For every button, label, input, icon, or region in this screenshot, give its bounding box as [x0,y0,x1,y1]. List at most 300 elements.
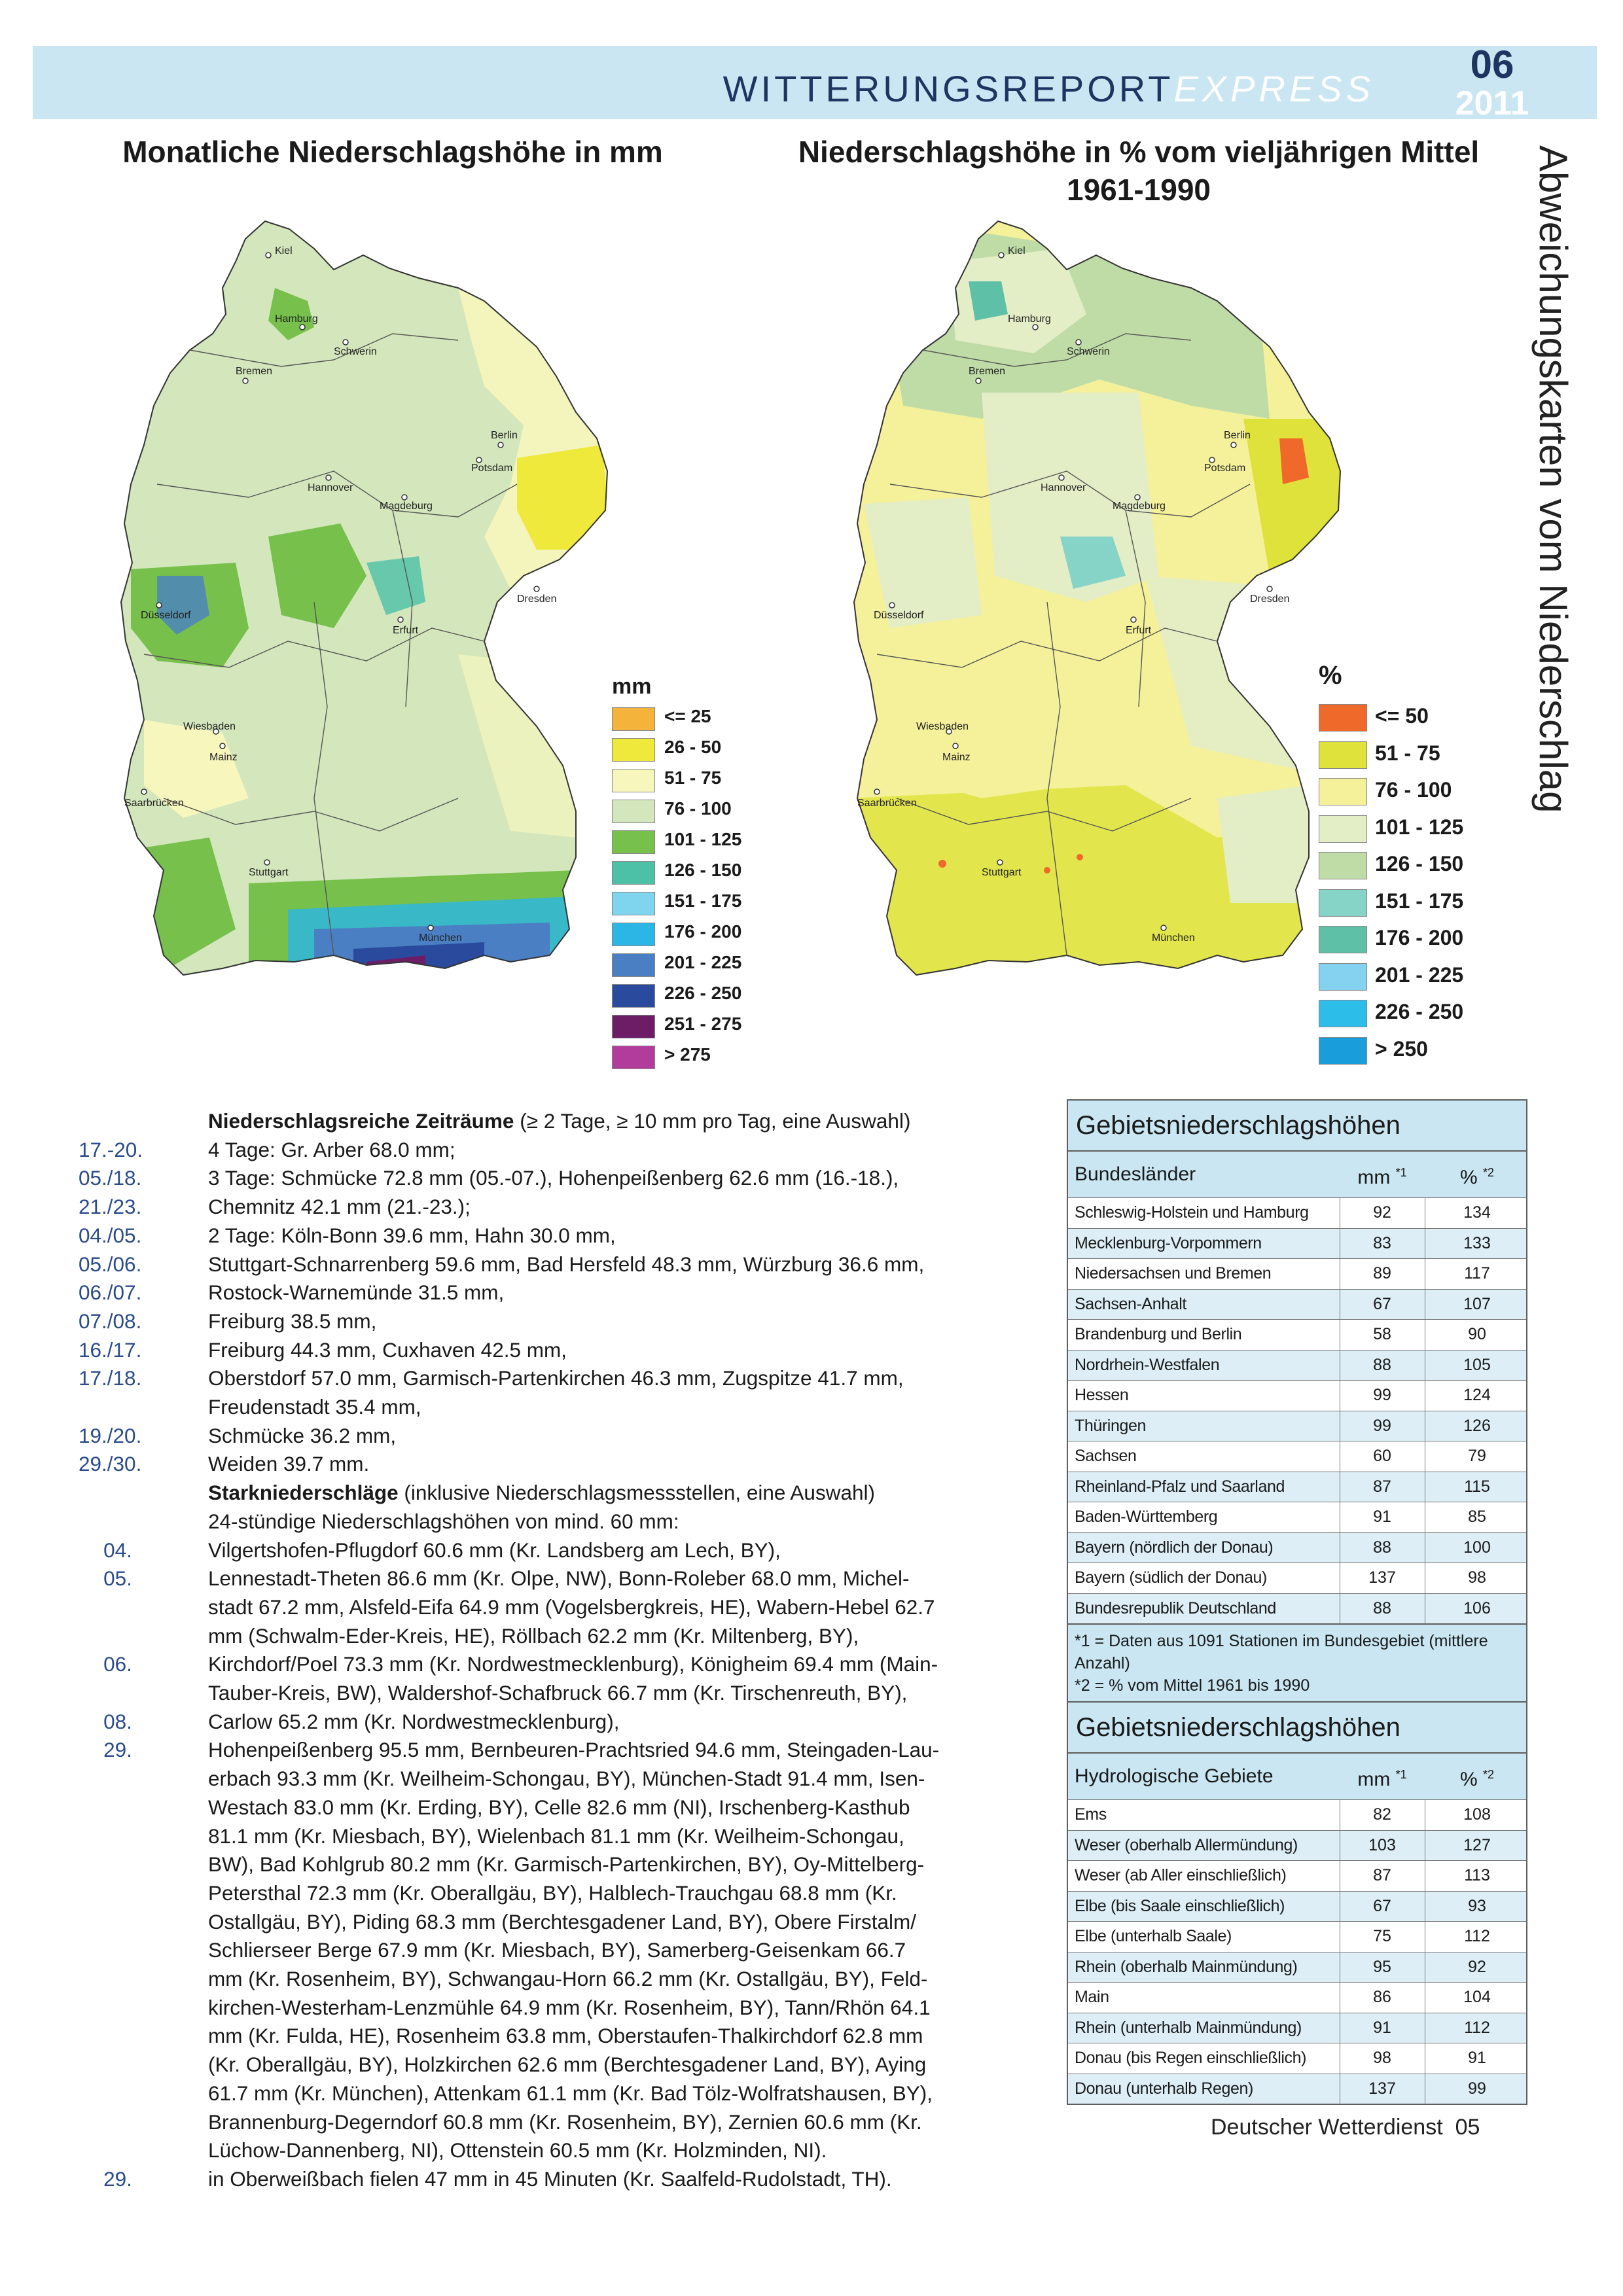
map-spot [1044,867,1050,874]
text-content: Schmücke 36.2 mm, [208,1423,397,1447]
left-map-title: Monatliche Niederschlagshöhe in mm [122,135,663,169]
report-title [33,46,1374,119]
text-line [79,1621,1054,1651]
cell-mm: 99 [1373,1416,1391,1435]
cell-percent: 99 [1468,2079,1486,2098]
text-line [79,1363,1054,1393]
cell-region: Thüringen [1075,1416,1146,1435]
table-bundeslaender [1067,1099,1527,1703]
text-line [79,1277,1054,1307]
text-content: Oberstdorf 57.0 mm, Garmisch-Partenkirchen 46.3 mm, Zugspitze 41.7 mm, [208,1366,904,1390]
text-line [79,1964,1054,1994]
cell-percent: 106 [1463,1598,1491,1617]
text-line [79,1449,1054,1479]
map-zone [969,281,1008,321]
text-content: Stuttgart-Schnarrenberg 59.6 mm, Bad Hersfeld 48.3 mm, Würzburg 36.6 mm, [208,1252,925,1276]
cell-region: Schleswig-Holstein und Hamburg [1075,1203,1309,1222]
cell-region: Rheinland-Pfalz und Saarland [1075,1477,1285,1496]
legend-swatch [1319,704,1367,732]
cell-region: Bayern (nördlich der Donau) [1075,1538,1274,1557]
table-row [1068,1441,1526,1472]
text-content: 3 Tage: Schmücke 72.8 mm (05.-07.), Hohenpeißenberg 62.6 mm (16.-18.), [208,1166,899,1190]
legend-label: > 250 [1375,1036,1428,1061]
table-row [1068,1350,1526,1381]
text-content: Starkniederschläge (inklusive Niederschlagsmessstellen, eine Auswahl) [208,1481,875,1505]
text-content: BW), Bad Kohlgrub 80.2 mm (Kr. Garmisch-Partenkirchen, BY), Oy-Mittelberg- [208,1852,925,1877]
text-content: Ostallgäu, BY), Piding 68.3 mm (Berchtesgadener Land, BY), Obere Firstalm/ [208,1909,916,1934]
city-label: Hannover [1041,482,1086,493]
footer-publisher: Deutscher Wetterdienst [1211,2115,1443,2140]
cell-mm: 88 [1373,1538,1391,1557]
table-hydrologische-gebiete [1067,1701,1527,2105]
col-header-region: Bundesländer [1075,1163,1196,1185]
text-content: Niederschlagsreiche Zeiträume (≥ 2 Tage, ≥ 10 mm pro Tag, eine Auswahl) [208,1109,911,1133]
city-label: Kiel [275,245,293,256]
table-row [1068,1411,1526,1441]
cell-mm: 92 [1373,1203,1391,1222]
city-label: Bremen [236,366,273,377]
table-row [1068,1289,1526,1320]
city-label: Hamburg [275,313,318,325]
cell-region: Elbe (unterhalb Saale) [1075,1927,1232,1945]
city-label: Stuttgart [982,867,1022,878]
text-line [79,2135,1054,2165]
text-date: 21./23. [79,1195,142,1219]
city-label: Schwerin [334,346,377,357]
text-date: 08. [103,1709,132,1733]
legend-label: 126 - 150 [1375,852,1464,875]
report-title-main: WITTERUNGSREPORT [722,68,1174,109]
col-header-mm-sup: *1 [1395,1166,1407,1179]
vertical-title [1517,145,1589,813]
cell-percent: 113 [1464,1866,1490,1884]
legend-swatch [1319,926,1367,953]
table-header [1068,1752,1526,1799]
precipitation-mm-map [118,209,622,1053]
legend-label: 176 - 200 [1375,926,1464,949]
issue-number: 06 [1470,43,1514,86]
legend-label: 151 - 175 [1375,889,1464,913]
cell-region: Mecklenburg-Vorpommern [1075,1233,1262,1252]
cell-mm: 95 [1373,1957,1391,1976]
text-date: 05./18. [79,1166,142,1190]
legend-swatch [1319,778,1367,805]
text-content: Kirchdorf/Poel 73.3 mm (Kr. Nordwestmecklenburg), Königheim 69.4 mm (Main- [208,1652,938,1676]
right-map-title-line1: Niederschlagshöhe in % vom vieljährigen Mittel [798,135,1480,169]
cell-region: Rhein (oberhalb Mainmündung) [1075,1957,1298,1976]
cell-percent: 134 [1463,1203,1491,1222]
table-row [1068,2043,1526,2074]
legend-swatch [1319,1037,1367,1065]
cell-mm: 91 [1373,1508,1391,1526]
cell-mm: 88 [1373,1355,1391,1374]
city-label: Saarbrücken [124,798,184,809]
city-label: Wiesbaden [916,721,969,732]
cell-percent: 126 [1463,1416,1491,1435]
text-content: Schlierseer Berge 67.9 mm (Kr. Miesbach, BY), Samerberg-Geisenkam 66.7 [208,1938,906,1962]
legend-label: <= 25 [664,706,711,726]
legend-label: 51 - 75 [664,768,722,788]
legend-swatch [1319,963,1367,991]
text-line [79,1992,1054,2022]
text-line [79,1535,1054,1565]
text-line [79,1306,1054,1336]
city-label: München [419,932,462,944]
text-date: 06./07. [79,1280,142,1305]
text-line [79,2164,1054,2194]
text-content: mm (Schwalm-Eder-Kreis, HE), Röllbach 62.2 mm (Kr. Miltenberg, BY), [208,1623,859,1648]
text-line [79,1706,1054,1737]
col-header-percent-sup: *2 [1483,1166,1495,1179]
city-label: Mainz [942,752,971,763]
legend-swatch [612,738,655,762]
legend-mm [612,674,769,1080]
city-label: Mainz [209,752,238,763]
text-line [79,1392,1054,1422]
city-label: Hamburg [1008,313,1051,325]
table-row [1068,1228,1526,1259]
text-content: Vilgertshofen-Pflugdorf 60.6 mm (Kr. Landsberg am Lech, BY), [208,1538,781,1562]
text-line [79,1592,1054,1622]
text-line [79,1106,1054,1136]
text-line [79,1935,1054,1965]
cell-mm: 67 [1373,1294,1391,1313]
text-date: 04./05. [79,1223,142,1247]
cell-percent: 112 [1464,2018,1490,2037]
cell-region: Nordrhein-Westfalen [1075,1355,1220,1374]
legend-swatch [612,953,655,977]
cell-percent: 108 [1463,1805,1491,1824]
map-spot [938,860,946,868]
city-label: Erfurt [1126,625,1152,636]
table-row [1068,1952,1526,1983]
cell-region: Rhein (unterhalb Mainmündung) [1075,2018,1302,2037]
text-content: mm (Kr. Rosenheim, BY), Schwangau-Horn 66.2 mm (Kr. Ostallgäu, BY), Feld- [208,1967,928,1990]
text-content: 2 Tage: Köln-Bonn 39.6 mm, Hahn 30.0 mm, [208,1223,616,1247]
right-map-title-line2: 1961-1990 [1067,173,1211,207]
cell-percent: 127 [1463,1835,1491,1854]
text-date: 17./18. [79,1366,142,1390]
legend-label: 101 - 125 [664,829,742,849]
cell-mm: 87 [1373,1477,1391,1496]
legend-label: 76 - 100 [664,798,732,819]
text-content: Weiden 39.7 mm. [208,1452,370,1476]
text-line [79,1506,1054,1536]
city-label: Hannover [308,482,353,493]
col-header-mm-sup: *1 [1395,1768,1407,1781]
text-content: Tauber-Kreis, BW), Waldershof-Schafbruck 66.7 mm (Kr. Tirschenreuth, BY), [208,1681,908,1704]
text-line [79,1735,1054,1765]
legend-label: 76 - 100 [1375,778,1452,802]
text-content: 81.1 mm (Kr. Miesbach, BY), Wielenbach 81.1 mm (Kr. Weilheim-Schongau, [208,1824,904,1848]
table-header [1068,1150,1526,1197]
table-note: *1 = Daten aus 1091 Stationen im Bundesgebiet (mittlere Anzahl) [1075,1632,1488,1672]
map-zone [877,654,1073,798]
cell-percent: 90 [1468,1325,1486,1343]
city-label: Bremen [969,366,1006,377]
col-header-percent-label: % [1459,1769,1478,1790]
text-date: 19./20. [79,1423,142,1447]
text-line [79,1477,1054,1508]
text-content: Lennestadt-Theten 86.6 mm (Kr. Olpe, NW), Bonn-Roleber 68.0 mm, Michel- [208,1566,910,1591]
legend-label: 226 - 250 [664,983,742,1003]
legend-label: 201 - 225 [1375,963,1464,987]
table-row [1068,1891,1526,1922]
text-content: Freiburg 38.5 mm, [208,1309,377,1333]
text-content: 4 Tage: Gr. Arber 68.0 mm; [208,1137,455,1161]
cell-percent: 85 [1468,1508,1486,1526]
text-line [79,1220,1054,1250]
cell-mm: 86 [1373,1988,1391,2006]
legend-swatch [1319,815,1367,843]
col-header-percent-sup: *2 [1483,1768,1495,1781]
text-date: 29. [103,2166,132,2191]
cell-percent: 79 [1468,1447,1486,1465]
legend-label: 201 - 225 [664,952,742,972]
cell-region: Elbe (bis Saale einschließlich) [1075,1896,1285,1915]
text-line [79,1192,1054,1222]
text-content: 24-stündige Niederschlagshöhen von mind. 60 mm: [208,1509,679,1533]
legend-swatch [612,830,655,854]
legend-label: 226 - 250 [1375,1000,1464,1023]
text-date: 06. [103,1652,132,1676]
text-line [79,1907,1054,1937]
text-date: 29. [103,1738,132,1762]
table-row [1068,1860,1526,1891]
city-label: Stuttgart [249,867,289,878]
text-content: stadt 67.2 mm, Alsfeld-Eifa 64.9 mm (Vogelsbergkreis, HE), Wabern-Hebel 62.7 [208,1595,935,1619]
cell-region: Niedersachsen und Bremen [1075,1264,1272,1282]
cell-mm: 89 [1373,1264,1391,1282]
text-line [79,1821,1054,1851]
text-line [79,1878,1054,1908]
cell-mm: 87 [1373,1866,1391,1884]
cell-region: Main [1075,1988,1109,2006]
text-line [79,2021,1054,2051]
table-body [1068,1799,1526,2104]
cell-region: Sachsen-Anhalt [1075,1294,1186,1313]
cell-mm: 88 [1373,1598,1391,1617]
table-row [1068,2013,1526,2043]
cell-region: Donau (bis Regen einschließlich) [1075,2049,1307,2067]
legend-label: 151 - 175 [664,891,742,911]
legend-swatch [1319,852,1367,879]
text-line [79,1849,1054,1879]
col-header-mm [1349,1768,1415,1791]
legend-swatch [612,800,655,823]
text-line [79,1163,1054,1193]
city-label: Wiesbaden [183,721,236,732]
cell-percent: 104 [1463,1988,1491,2006]
city-label: Erfurt [393,625,419,636]
cell-mm: 137 [1368,1568,1396,1587]
legend-label: 101 - 125 [1375,815,1464,839]
table-title: Gebietsniederschlagshöhen [1068,1101,1526,1150]
city-label: Berlin [1224,430,1251,441]
table-row [1068,1830,1526,1861]
legend-mm-title: mm [612,674,652,699]
col-header-percent-label: % [1459,1167,1478,1188]
map-spot [1077,854,1083,860]
text-content: Carlow 65.2 mm (Kr. Nordwestmecklenburg), [208,1709,620,1733]
legend-swatch [612,923,655,946]
text-line [79,1649,1054,1679]
text-line [79,2049,1054,2079]
col-header-percent [1435,1768,1520,1791]
cell-mm: 83 [1373,1233,1391,1252]
cell-percent: 133 [1463,1233,1491,1252]
table-row [1068,1921,1526,1952]
cell-percent: 100 [1463,1538,1491,1557]
cell-region: Hessen [1075,1386,1129,1404]
text-content: Hohenpeißenberg 95.5 mm, Bernbeuren-Prachtsried 94.6 mm, Steingaden-Lau- [208,1738,940,1762]
map-zone [1217,785,1309,903]
cell-mm: 75 [1373,1927,1391,1945]
city-label: München [1152,932,1195,944]
legend-swatch [612,707,655,731]
legend-label: 26 - 50 [664,737,722,757]
legend-label: 126 - 150 [664,860,742,880]
text-date: 05. [103,1566,132,1591]
text-line [79,1763,1054,1793]
legend-swatch [612,769,655,792]
table-row [1068,1532,1526,1563]
cell-mm: 82 [1373,1805,1391,1824]
text-line [79,1335,1054,1365]
city-label: Kiel [1008,245,1026,256]
issue-year: 2011 [1455,84,1529,122]
text-date: 16./17. [79,1337,142,1362]
cell-percent: 117 [1464,1264,1490,1282]
table-body [1068,1197,1526,1623]
legend-label: 251 - 275 [664,1014,742,1034]
text-line [79,1249,1054,1279]
page-number: 05 [1455,2115,1480,2140]
text-line [79,1421,1054,1451]
cell-region: Baden-Württemberg [1075,1508,1218,1526]
text-content: kirchen-Westerham-Lenzmühle 64.9 mm (Kr. Rosenheim, BY), Tann/Rhön 64.1 [208,1995,931,2019]
legend-percent [1319,661,1489,1080]
city-label: Schwerin [1067,346,1110,357]
table-row [1068,1197,1526,1228]
precipitation-percent-map [812,209,1387,1053]
text-line [79,2078,1054,2108]
text-content: 61.7 mm (Kr. München), Attenkam 61.1 mm (Kr. Bad Tölz-Wolfratshausen, BY), [208,2081,933,2105]
table-note: *2 = % vom Mittel 1961 bis 1990 [1075,1676,1310,1695]
text-content: Brannenburg-Degerndorf 60.8 mm (Kr. Rosenheim, BY), Zernien 60.6 mm (Kr. [208,2110,922,2134]
city-label: Berlin [491,430,518,441]
text-line [79,1678,1054,1708]
table-row [1068,1593,1526,1624]
text-date: 05./06. [79,1252,142,1276]
header-band [33,43,1597,122]
col-header-mm [1349,1166,1415,1189]
cell-mm: 99 [1373,1386,1391,1404]
text-date: 04. [103,1538,132,1562]
table-row [1068,1799,1526,1830]
legend-swatch [1319,889,1367,917]
legend-label: 176 - 200 [664,921,742,942]
table-row [1068,1380,1526,1411]
map-zone [517,445,609,550]
col-header-percent [1435,1166,1520,1189]
table-row [1068,1319,1526,1350]
text-content: Rostock-Warnemünde 31.5 mm, [208,1280,505,1305]
city-label: Dresden [517,593,557,605]
cell-region: Weser (oberhalb Allermündung) [1075,1835,1298,1854]
cell-mm: 137 [1368,2079,1396,2098]
legend-swatch [612,892,655,915]
text-line [79,1792,1054,1822]
legend-swatch [612,984,655,1008]
col-header-mm-label: mm [1357,1167,1391,1188]
cell-mm: 98 [1373,2049,1391,2067]
cell-region: Donau (unterhalb Regen) [1075,2079,1253,2098]
cell-mm: 60 [1373,1447,1391,1465]
text-content: Freiburg 44.3 mm, Cuxhaven 42.5 mm, [208,1337,567,1362]
text-content: mm (Kr. Fulda, HE), Rosenheim 63.8 mm, Oberstaufen-Thalkirchdorf 62.8 mm [208,2024,923,2048]
cell-region: Bundesrepublik Deutschland [1075,1598,1276,1617]
cell-mm: 91 [1373,2018,1391,2037]
text-content: erbach 93.3 mm (Kr. Weilheim-Schongau, BY), München-Stadt 91.4 mm, Isen- [208,1767,925,1791]
text-line [79,2107,1054,2137]
cell-percent: 98 [1468,1568,1486,1587]
footer [1211,2115,1480,2140]
cell-region: Sachsen [1075,1447,1137,1465]
cell-percent: 115 [1464,1477,1490,1496]
cell-percent: 124 [1463,1386,1491,1404]
table-row [1068,1502,1526,1532]
city-label: Düsseldorf [141,610,191,621]
cell-percent: 107 [1463,1294,1491,1313]
legend-swatch [1319,741,1367,769]
legend-swatch [612,1015,655,1038]
cell-percent: 91 [1468,2049,1486,2067]
legend-label: <= 50 [1375,704,1429,728]
city-label: Potsdam [471,463,513,474]
table-row [1068,1472,1526,1502]
cell-mm: 103 [1368,1835,1396,1854]
city-label: Magdeburg [380,501,433,512]
text-line [79,1135,1054,1165]
cell-region: Bayern (südlich der Donau) [1075,1568,1267,1587]
report-title-express: EXPRESS [1173,68,1374,109]
legend-label: > 275 [664,1044,711,1065]
city-label: Magdeburg [1113,501,1166,512]
text-date: 29./30. [79,1452,142,1476]
table-row [1068,2074,1526,2104]
cell-percent: 105 [1463,1355,1491,1374]
cell-mm: 67 [1373,1896,1391,1915]
legend-swatch [1319,1000,1367,1027]
text-content: Chemnitz 42.1 mm (21.-23.); [208,1195,471,1219]
table-row [1068,1982,1526,2013]
text-content: Westach 83.0 mm (Kr. Erding, BY), Celle 82.6 mm (NI), Irschenberg-Kasthub [208,1795,910,1819]
legend-label: 51 - 75 [1375,741,1440,765]
cell-region: Weser (ab Aller einschließlich) [1075,1866,1287,1884]
table-title: Gebietsniederschlagshöhen [1068,1703,1526,1752]
col-header-mm-label: mm [1357,1769,1391,1790]
text-line [79,1563,1054,1593]
legend-swatch [612,1046,655,1069]
cell-percent: 112 [1464,1927,1490,1945]
city-label: Düsseldorf [874,610,924,621]
city-label: Potsdam [1204,463,1246,474]
text-date: 07./08. [79,1309,142,1333]
cell-region: Ems [1075,1805,1107,1824]
text-content: (Kr. Oberallgäu, BY), Holzkirchen 62.6 mm (Berchtesgadener Land, BY), Aying [208,2053,927,2077]
table-row [1068,1258,1526,1289]
